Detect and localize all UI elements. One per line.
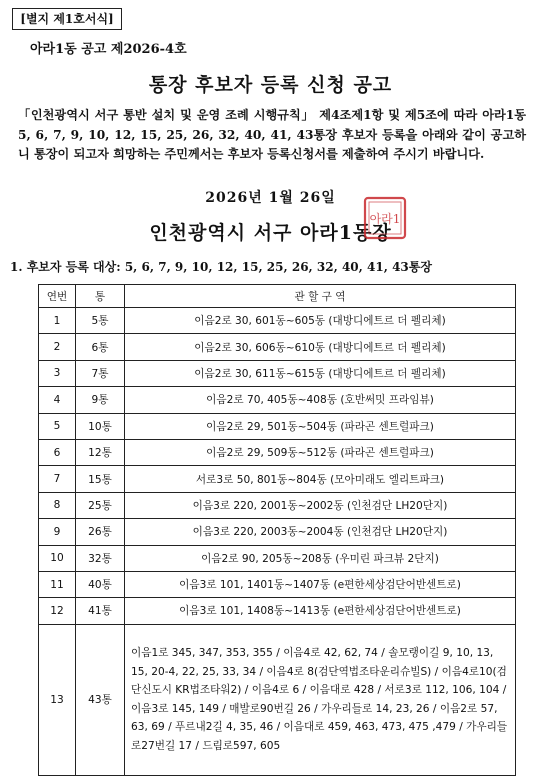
- office-name: 인천광역시 서구 아라1동장: [149, 222, 392, 244]
- table-row: [39, 492, 516, 518]
- row-no: 5: [39, 413, 76, 439]
- notice-date: 2026년 1월 26일: [205, 190, 336, 206]
- row-tong: 10통: [76, 413, 125, 439]
- row-area: 이음2로 29, 509동~512동 (파라곤 센트럴파크): [125, 439, 516, 465]
- row-area: 이음3로 101, 1408동~1413동 (e편한세상검단어반센트로): [125, 598, 516, 624]
- table-row: [39, 466, 516, 492]
- notice-paragraph: 「인천광역시 서구 통반 설치 및 운영 조례 시행규칙」 제4조제1항 및 제5조에 따라 아라1동 5, 6, 7, 9, 10, 12, 15, 25, 26, 32, 40, 41, 43통장 후보자 등록을 아래와 같이 공고하니 통장이 되고자 희망하는 주민께서는 후보자 등록신청서를 제출하여 주시기 바랍니다.: [18, 108, 526, 161]
- notice-number: 아라1동 공고 제2026-4호: [30, 42, 187, 57]
- official-seal: [362, 195, 408, 241]
- section-title: 1. 후보자 등록 대상: 5, 6, 7, 9, 10, 12, 15, 25, 26, 32, 40, 41, 43통장: [10, 260, 432, 274]
- row-no: 13: [39, 624, 76, 775]
- row-area: 이음3로 220, 2001동~2002동 (인천검단 LH20단지): [125, 492, 516, 518]
- row-tong: 26통: [76, 519, 125, 545]
- table-row: [39, 308, 516, 334]
- row-tong: 12통: [76, 439, 125, 465]
- row-no: 2: [39, 334, 76, 360]
- table-row: [39, 598, 516, 624]
- row-no: 12: [39, 598, 76, 624]
- row-area: 이음2로 29, 501동~504동 (파라곤 센트럴파크): [125, 413, 516, 439]
- table-row: [39, 387, 516, 413]
- row-area: 이음2로 30, 601동~605동 (대방디에트르 더 펠리체): [125, 308, 516, 334]
- row-tong: 40통: [76, 571, 125, 597]
- table-row: [39, 545, 516, 571]
- row-area: 이음2로 30, 606동~610동 (대방디에트르 더 펠리체): [125, 334, 516, 360]
- row-area: 이음2로 70, 405동~408동 (호반써밋 프라임뷰): [125, 387, 516, 413]
- row-area: 이음2로 90, 205동~208동 (우미린 파크뷰 2단지): [125, 545, 516, 571]
- row-tong: 5통: [76, 308, 125, 334]
- table-header-row: [39, 285, 516, 308]
- table-row: [39, 334, 516, 360]
- row-no: 6: [39, 439, 76, 465]
- row-area: 이음3로 220, 2003동~2004동 (인천검단 LH20단지): [125, 519, 516, 545]
- header-area: 관 할 구 역: [125, 285, 516, 308]
- row-no: 8: [39, 492, 76, 518]
- table-row: [39, 571, 516, 597]
- table-row: [39, 624, 516, 775]
- row-area: 이음3로 101, 1401동~1407동 (e편한세상검단어반센트로): [125, 571, 516, 597]
- row-no: 3: [39, 360, 76, 386]
- row-tong: 32통: [76, 545, 125, 571]
- header-tong: 통: [76, 285, 125, 308]
- row-no: 4: [39, 387, 76, 413]
- table-row: [39, 439, 516, 465]
- row-no: 11: [39, 571, 76, 597]
- table-row: [39, 360, 516, 386]
- table-row: [39, 413, 516, 439]
- row-area: 이음1로 345, 347, 353, 355 / 이음4로 42, 62, 74 / 솔모랭이길 9, 10, 13, 15, 20-4, 22, 25, 33, 34 / 이음4로 8(검단역법조타운리슈빌S) / 이음4로10(검단신도시 KR법조타워2) / 이음4로 6 / 이음대로 428 / 서로3로 112, 106, 104 / 이음3로 145, 149 / 매발로90번길 26 / 가우리들로 14, 23, 26 / 이음2로 57, 63, 69 / 푸르내2길 4, 35, 46 / 이음대로 459, 463, 473, 475 ,479 / 가우리들로27번길 17 / 드림로597, 605: [125, 624, 516, 775]
- row-tong: 7통: [76, 360, 125, 386]
- page-title: 통장 후보자 등록 신청 공고: [148, 74, 393, 96]
- row-tong: 9통: [76, 387, 125, 413]
- header-no: 연번: [39, 285, 76, 308]
- row-no: 9: [39, 519, 76, 545]
- row-tong: 15통: [76, 466, 125, 492]
- row-no: 1: [39, 308, 76, 334]
- row-area: 서로3로 50, 801동~804동 (모아미래도 엘리트파크): [125, 466, 516, 492]
- row-tong: 25통: [76, 492, 125, 518]
- seal-text: 아라1: [369, 212, 401, 226]
- table-row: [39, 519, 516, 545]
- row-no: 10: [39, 545, 76, 571]
- row-area: 이음2로 30, 611동~615동 (대방디에트르 더 펠리체): [125, 360, 516, 386]
- row-tong: 6통: [76, 334, 125, 360]
- jurisdiction-table: [38, 284, 516, 776]
- row-tong: 41통: [76, 598, 125, 624]
- row-no: 7: [39, 466, 76, 492]
- row-tong: 43통: [76, 624, 125, 775]
- form-tag: [별지 제1호서식]: [12, 8, 122, 30]
